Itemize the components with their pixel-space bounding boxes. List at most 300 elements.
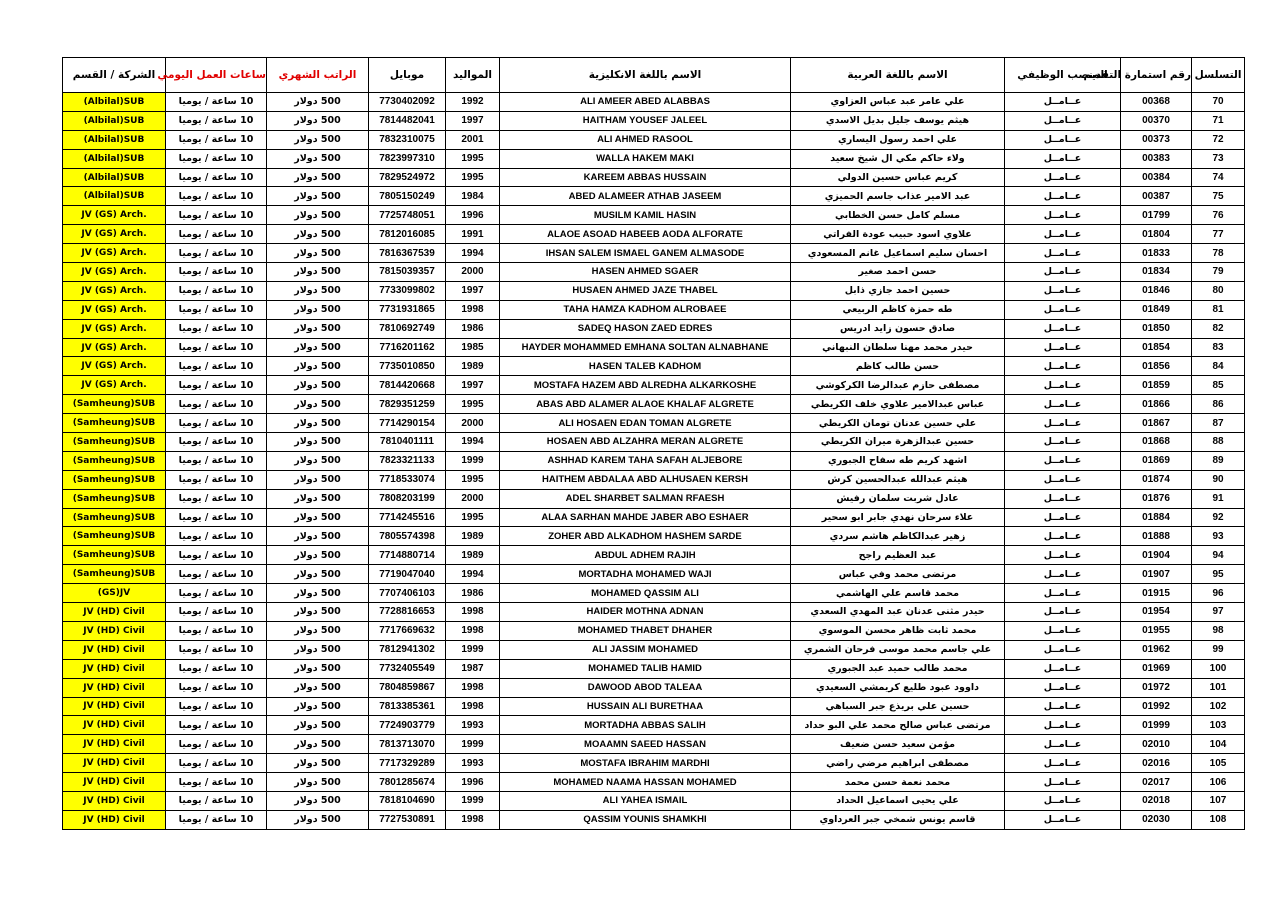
cell-mobile: 7804859867 — [369, 678, 446, 697]
cell-name-ar: مصطفى حازم عبدالرضا الكركوشي — [791, 376, 1005, 395]
cell-company: JV (HD) Civil — [63, 621, 166, 640]
cell-birth: 1996 — [446, 206, 500, 225]
cell-salary: 500 دولار — [267, 640, 369, 659]
cell-hours: 10 ساعة / يوميا — [166, 508, 267, 527]
cell-salary: 500 دولار — [267, 111, 369, 130]
cell-hours: 10 ساعة / يوميا — [166, 603, 267, 622]
cell-birth: 2001 — [446, 130, 500, 149]
cell-salary: 500 دولار — [267, 489, 369, 508]
cell-mobile: 7732405549 — [369, 659, 446, 678]
cell-name-ar: طه حمزة كاظم الربيعي — [791, 300, 1005, 319]
cell-birth: 1997 — [446, 111, 500, 130]
cell-position: عــامــل — [1005, 244, 1121, 263]
cell-mobile: 7719047040 — [369, 565, 446, 584]
cell-mobile: 7805150249 — [369, 187, 446, 206]
cell-hours: 10 ساعة / يوميا — [166, 168, 267, 187]
cell-salary: 500 دولار — [267, 319, 369, 338]
cell-birth: 1999 — [446, 451, 500, 470]
cell-mobile: 7813385361 — [369, 697, 446, 716]
cell-mobile: 7728816653 — [369, 603, 446, 622]
cell-serial: 93 — [1192, 527, 1245, 546]
cell-company: JV (GS) Arch. — [63, 263, 166, 282]
cell-position: عــامــل — [1005, 376, 1121, 395]
cell-name-ar: علي جاسم محمد موسى فرحان الشمري — [791, 640, 1005, 659]
cell-name-en: HOSAEN ABD ALZAHRA MERAN ALGRETE — [500, 433, 791, 452]
table-row — [63, 338, 1245, 357]
table-row — [63, 489, 1245, 508]
cell-serial: 108 — [1192, 810, 1245, 829]
cell-serial: 102 — [1192, 697, 1245, 716]
cell-form-no: 01907 — [1121, 565, 1192, 584]
cell-position: عــامــل — [1005, 735, 1121, 754]
cell-company: JV (HD) Civil — [63, 678, 166, 697]
table-row — [63, 395, 1245, 414]
cell-form-no: 01888 — [1121, 527, 1192, 546]
cell-mobile: 7814482041 — [369, 111, 446, 130]
cell-name-en: ALI AHMED RASOOL — [500, 130, 791, 149]
cell-hours: 10 ساعة / يوميا — [166, 225, 267, 244]
table-row — [63, 810, 1245, 829]
cell-company: JV (GS) Arch. — [63, 357, 166, 376]
cell-mobile: 7714880714 — [369, 546, 446, 565]
cell-company: JV (GS) Arch. — [63, 244, 166, 263]
cell-salary: 500 دولار — [267, 565, 369, 584]
cell-name-ar: زهير عبدالكاظم هاشم سردي — [791, 527, 1005, 546]
cell-name-en: KAREEM ABBAS HUSSAIN — [500, 168, 791, 187]
cell-hours: 10 ساعة / يوميا — [166, 773, 267, 792]
cell-hours: 10 ساعة / يوميا — [166, 735, 267, 754]
cell-serial: 87 — [1192, 414, 1245, 433]
cell-company: JV (HD) Civil — [63, 603, 166, 622]
cell-serial: 79 — [1192, 263, 1245, 282]
cell-serial: 101 — [1192, 678, 1245, 697]
cell-company: JV (HD) Civil — [63, 716, 166, 735]
cell-company: (Samheung)SUB — [63, 546, 166, 565]
table-row — [63, 206, 1245, 225]
cell-salary: 500 دولار — [267, 395, 369, 414]
cell-form-no: 01856 — [1121, 357, 1192, 376]
cell-form-no: 01867 — [1121, 414, 1192, 433]
cell-name-ar: داوود عبود طليع كريمشي السعيدي — [791, 678, 1005, 697]
cell-mobile: 7823321133 — [369, 451, 446, 470]
cell-name-en: MORTADHA ABBAS SALIH — [500, 716, 791, 735]
cell-name-ar: علي احمد رسول اليساري — [791, 130, 1005, 149]
cell-company: JV (GS) Arch. — [63, 300, 166, 319]
cell-salary: 500 دولار — [267, 206, 369, 225]
cell-form-no: 00370 — [1121, 111, 1192, 130]
cell-form-no: 01954 — [1121, 603, 1192, 622]
cell-mobile: 7717329289 — [369, 754, 446, 773]
cell-company: (Samheung)SUB — [63, 395, 166, 414]
table-row — [63, 754, 1245, 773]
cell-hours: 10 ساعة / يوميا — [166, 111, 267, 130]
cell-company: JV (GS) Arch. — [63, 225, 166, 244]
cell-form-no: 01904 — [1121, 546, 1192, 565]
cell-name-en: MOHAMED QASSIM ALI — [500, 584, 791, 603]
cell-form-no: 01884 — [1121, 508, 1192, 527]
cell-name-ar: محمد قاسم علي الهاشمي — [791, 584, 1005, 603]
cell-birth: 1997 — [446, 376, 500, 395]
cell-hours: 10 ساعة / يوميا — [166, 149, 267, 168]
cell-mobile: 7724903779 — [369, 716, 446, 735]
cell-salary: 500 دولار — [267, 470, 369, 489]
cell-salary: 500 دولار — [267, 678, 369, 697]
cell-form-no: 01874 — [1121, 470, 1192, 489]
cell-name-en: DAWOOD ABOD TALEAA — [500, 678, 791, 697]
cell-name-en: ALI YAHEA ISMAIL — [500, 791, 791, 810]
cell-hours: 10 ساعة / يوميا — [166, 357, 267, 376]
cell-birth: 1999 — [446, 735, 500, 754]
cell-name-ar: علاء سرحان نهدي جابر ابو سحير — [791, 508, 1005, 527]
cell-birth: 1985 — [446, 338, 500, 357]
cell-birth: 1995 — [446, 168, 500, 187]
cell-birth: 1986 — [446, 319, 500, 338]
cell-name-ar: علاوي اسود حبيب عودة الفراتي — [791, 225, 1005, 244]
cell-serial: 84 — [1192, 357, 1245, 376]
cell-name-ar: مصطفى ابراهيم مرضي راضي — [791, 754, 1005, 773]
cell-position: عــامــل — [1005, 187, 1121, 206]
cell-position: عــامــل — [1005, 451, 1121, 470]
cell-serial: 81 — [1192, 300, 1245, 319]
cell-name-ar: حسن احمد صغير — [791, 263, 1005, 282]
table-row — [63, 508, 1245, 527]
cell-salary: 500 دولار — [267, 508, 369, 527]
cell-name-en: IHSAN SALEM ISMAEL GANEM ALMASODE — [500, 244, 791, 263]
cell-name-en: HAIDER MOTHNA ADNAN — [500, 603, 791, 622]
cell-hours: 10 ساعة / يوميا — [166, 338, 267, 357]
cell-name-ar: حسين عبدالزهرة ميران الكريطي — [791, 433, 1005, 452]
cell-salary: 500 دولار — [267, 773, 369, 792]
cell-hours: 10 ساعة / يوميا — [166, 621, 267, 640]
cell-mobile: 7810401111 — [369, 433, 446, 452]
cell-position: عــامــل — [1005, 527, 1121, 546]
cell-company: JV (HD) Civil — [63, 754, 166, 773]
cell-name-ar: هيثم يوسف جليل بديل الاسدي — [791, 111, 1005, 130]
cell-birth: 1998 — [446, 678, 500, 697]
header-mobile: موبايل — [369, 58, 446, 93]
cell-hours: 10 ساعة / يوميا — [166, 93, 267, 112]
cell-company: (Albilal)SUB — [63, 149, 166, 168]
cell-serial: 99 — [1192, 640, 1245, 659]
applicants-table — [62, 57, 1245, 830]
cell-form-no: 02030 — [1121, 810, 1192, 829]
cell-name-ar: مسلم كامل حسن الخطابي — [791, 206, 1005, 225]
cell-mobile: 7733099802 — [369, 281, 446, 300]
cell-company: JV (GS) Arch. — [63, 206, 166, 225]
cell-form-no: 00373 — [1121, 130, 1192, 149]
cell-salary: 500 دولار — [267, 659, 369, 678]
cell-mobile: 7725748051 — [369, 206, 446, 225]
cell-mobile: 7718533074 — [369, 470, 446, 489]
cell-name-ar: محمد نعمة حسن محمد — [791, 773, 1005, 792]
cell-name-ar: هيثم عبدالله عبدالحسين كرش — [791, 470, 1005, 489]
header-name-ar: الاسم باللغة العربية — [791, 58, 1005, 93]
header-row — [63, 58, 1245, 93]
cell-birth: 1997 — [446, 281, 500, 300]
cell-name-ar: كريم عباس حسين الدولي — [791, 168, 1005, 187]
cell-salary: 500 دولار — [267, 263, 369, 282]
cell-salary: 500 دولار — [267, 546, 369, 565]
cell-company: (Samheung)SUB — [63, 470, 166, 489]
cell-name-en: HAITHEM ABDALAA ABD ALHUSAEN KERSH — [500, 470, 791, 489]
cell-mobile: 7814420668 — [369, 376, 446, 395]
cell-name-ar: حسين علي بريذع جبر السباهي — [791, 697, 1005, 716]
cell-serial: 80 — [1192, 281, 1245, 300]
cell-name-en: HASEN AHMED SGAER — [500, 263, 791, 282]
cell-name-en: ALAA SARHAN MAHDE JABER ABO ESHAER — [500, 508, 791, 527]
cell-company: (Albilal)SUB — [63, 187, 166, 206]
cell-salary: 500 دولار — [267, 93, 369, 112]
cell-serial: 105 — [1192, 754, 1245, 773]
cell-birth: 1987 — [446, 659, 500, 678]
table-row — [63, 187, 1245, 206]
cell-mobile: 7714290154 — [369, 414, 446, 433]
cell-hours: 10 ساعة / يوميا — [166, 489, 267, 508]
cell-form-no: 02016 — [1121, 754, 1192, 773]
cell-birth: 1995 — [446, 149, 500, 168]
cell-salary: 500 دولار — [267, 810, 369, 829]
cell-form-no: 01999 — [1121, 716, 1192, 735]
table-row — [63, 640, 1245, 659]
cell-mobile: 7829524972 — [369, 168, 446, 187]
cell-birth: 1994 — [446, 244, 500, 263]
cell-serial: 73 — [1192, 149, 1245, 168]
cell-birth: 1994 — [446, 433, 500, 452]
cell-hours: 10 ساعة / يوميا — [166, 206, 267, 225]
cell-company: (Albilal)SUB — [63, 130, 166, 149]
cell-salary: 500 دولار — [267, 300, 369, 319]
cell-birth: 1995 — [446, 508, 500, 527]
cell-name-en: ADEL SHARBET SALMAN RFAESH — [500, 489, 791, 508]
cell-form-no: 01833 — [1121, 244, 1192, 263]
cell-mobile: 7805574398 — [369, 527, 446, 546]
cell-serial: 77 — [1192, 225, 1245, 244]
cell-company: (Samheung)SUB — [63, 508, 166, 527]
cell-mobile: 7716201162 — [369, 338, 446, 357]
cell-name-en: QASSIM YOUNIS SHAMKHI — [500, 810, 791, 829]
cell-position: عــامــل — [1005, 263, 1121, 282]
cell-serial: 92 — [1192, 508, 1245, 527]
table-row — [63, 111, 1245, 130]
cell-form-no: 01972 — [1121, 678, 1192, 697]
cell-serial: 91 — [1192, 489, 1245, 508]
cell-birth: 2000 — [446, 489, 500, 508]
cell-mobile: 7707406103 — [369, 584, 446, 603]
cell-form-no: 01955 — [1121, 621, 1192, 640]
cell-serial: 70 — [1192, 93, 1245, 112]
cell-serial: 89 — [1192, 451, 1245, 470]
cell-mobile: 7717669632 — [369, 621, 446, 640]
cell-name-en: MOHAMED NAAMA HASSAN MOHAMED — [500, 773, 791, 792]
cell-birth: 2000 — [446, 263, 500, 282]
cell-salary: 500 دولار — [267, 735, 369, 754]
cell-name-ar: علي حسين عدنان تومان الكريطي — [791, 414, 1005, 433]
header-form-no: رقم استمارة التقديم — [1121, 58, 1192, 93]
cell-company: JV (HD) Civil — [63, 773, 166, 792]
cell-position: عــامــل — [1005, 395, 1121, 414]
cell-salary: 500 دولار — [267, 168, 369, 187]
table-row — [63, 414, 1245, 433]
header-salary: الراتب الشهري — [267, 58, 369, 93]
cell-name-ar: صادق حسون زايد ادريس — [791, 319, 1005, 338]
cell-hours: 10 ساعة / يوميا — [166, 810, 267, 829]
header-hours: ساعات العمل اليومي — [166, 58, 267, 93]
cell-hours: 10 ساعة / يوميا — [166, 187, 267, 206]
cell-hours: 10 ساعة / يوميا — [166, 584, 267, 603]
cell-name-en: MOAAMN SAEED HASSAN — [500, 735, 791, 754]
cell-company: JV (HD) Civil — [63, 640, 166, 659]
cell-position: عــامــل — [1005, 111, 1121, 130]
cell-form-no: 01854 — [1121, 338, 1192, 357]
cell-salary: 500 دولار — [267, 433, 369, 452]
cell-salary: 500 دولار — [267, 603, 369, 622]
cell-hours: 10 ساعة / يوميا — [166, 376, 267, 395]
cell-name-ar: مرتضى عباس صالح محمد علي البو حداد — [791, 716, 1005, 735]
cell-mobile: 7808203199 — [369, 489, 446, 508]
cell-form-no: 01866 — [1121, 395, 1192, 414]
cell-form-no: 02017 — [1121, 773, 1192, 792]
cell-form-no: 00384 — [1121, 168, 1192, 187]
table-row — [63, 527, 1245, 546]
cell-name-ar: مؤمن سعيد حسن ضعيف — [791, 735, 1005, 754]
cell-serial: 71 — [1192, 111, 1245, 130]
cell-company: JV (HD) Civil — [63, 659, 166, 678]
table-row — [63, 451, 1245, 470]
cell-name-ar: محمد طالب حميد عبد الجبوري — [791, 659, 1005, 678]
cell-form-no: 01799 — [1121, 206, 1192, 225]
cell-position: عــامــل — [1005, 565, 1121, 584]
cell-hours: 10 ساعة / يوميا — [166, 565, 267, 584]
cell-hours: 10 ساعة / يوميا — [166, 130, 267, 149]
cell-mobile: 7813713070 — [369, 735, 446, 754]
cell-position: عــامــل — [1005, 489, 1121, 508]
cell-form-no: 02018 — [1121, 791, 1192, 810]
cell-salary: 500 دولار — [267, 754, 369, 773]
cell-form-no: 01992 — [1121, 697, 1192, 716]
cell-mobile: 7832310075 — [369, 130, 446, 149]
cell-serial: 74 — [1192, 168, 1245, 187]
cell-company: JV (GS) Arch. — [63, 319, 166, 338]
cell-company: JV (HD) Civil — [63, 735, 166, 754]
cell-name-en: WALLA HAKEM MAKI — [500, 149, 791, 168]
cell-salary: 500 دولار — [267, 584, 369, 603]
table-row — [63, 225, 1245, 244]
cell-serial: 95 — [1192, 565, 1245, 584]
cell-birth: 1994 — [446, 565, 500, 584]
cell-name-ar: اشهد كريم طه سفاح الجبوري — [791, 451, 1005, 470]
cell-hours: 10 ساعة / يوميا — [166, 244, 267, 263]
table-row — [63, 659, 1245, 678]
cell-mobile: 7812016085 — [369, 225, 446, 244]
cell-form-no: 01915 — [1121, 584, 1192, 603]
cell-company: (Albilal)SUB — [63, 111, 166, 130]
cell-name-ar: مرتضى محمد وفي عباس — [791, 565, 1005, 584]
cell-hours: 10 ساعة / يوميا — [166, 791, 267, 810]
header-serial: التسلسل — [1192, 58, 1245, 93]
cell-mobile: 7823997310 — [369, 149, 446, 168]
cell-name-en: ABED ALAMEER ATHAB JASEEM — [500, 187, 791, 206]
cell-mobile: 7829351259 — [369, 395, 446, 414]
cell-serial: 100 — [1192, 659, 1245, 678]
cell-serial: 76 — [1192, 206, 1245, 225]
cell-serial: 75 — [1192, 187, 1245, 206]
table-body — [63, 93, 1245, 830]
cell-serial: 98 — [1192, 621, 1245, 640]
table-row — [63, 263, 1245, 282]
cell-position: عــامــل — [1005, 773, 1121, 792]
cell-birth: 1995 — [446, 470, 500, 489]
header-name-en: الاسم باللغة الانكليزية — [500, 58, 791, 93]
cell-form-no: 01849 — [1121, 300, 1192, 319]
cell-serial: 106 — [1192, 773, 1245, 792]
cell-position: عــامــل — [1005, 470, 1121, 489]
cell-position: عــامــل — [1005, 659, 1121, 678]
cell-position: عــامــل — [1005, 791, 1121, 810]
cell-birth: 1998 — [446, 810, 500, 829]
table-row — [63, 244, 1245, 263]
cell-hours: 10 ساعة / يوميا — [166, 640, 267, 659]
cell-name-en: HUSAEN AHMED JAZE THABEL — [500, 281, 791, 300]
cell-hours: 10 ساعة / يوميا — [166, 678, 267, 697]
cell-company: (Albilal)SUB — [63, 93, 166, 112]
cell-salary: 500 دولار — [267, 527, 369, 546]
cell-position: عــامــل — [1005, 168, 1121, 187]
cell-name-en: HUSSAIN ALI BURETHAA — [500, 697, 791, 716]
cell-salary: 500 دولار — [267, 338, 369, 357]
cell-position: عــامــل — [1005, 225, 1121, 244]
cell-position: عــامــل — [1005, 697, 1121, 716]
cell-name-en: ASHHAD KAREM TAHA SAFAH ALJEBORE — [500, 451, 791, 470]
cell-name-en: HASEN TALEB KADHOM — [500, 357, 791, 376]
cell-company: (Samheung)SUB — [63, 565, 166, 584]
cell-company: JV (GS) Arch. — [63, 376, 166, 395]
cell-mobile: 7731931865 — [369, 300, 446, 319]
table-row — [63, 716, 1245, 735]
cell-position: عــامــل — [1005, 621, 1121, 640]
table-row — [63, 93, 1245, 112]
table-row — [63, 433, 1245, 452]
cell-position: عــامــل — [1005, 754, 1121, 773]
cell-form-no: 01859 — [1121, 376, 1192, 395]
cell-name-ar: عباس عبدالامير علاوي خلف الكريطي — [791, 395, 1005, 414]
cell-position: عــامــل — [1005, 130, 1121, 149]
cell-position: عــامــل — [1005, 640, 1121, 659]
table-row — [63, 697, 1245, 716]
cell-birth: 1999 — [446, 791, 500, 810]
cell-hours: 10 ساعة / يوميا — [166, 754, 267, 773]
cell-position: عــامــل — [1005, 300, 1121, 319]
table-row — [63, 376, 1245, 395]
cell-name-en: MUSILM KAMIL HASIN — [500, 206, 791, 225]
cell-company: (Albilal)SUB — [63, 168, 166, 187]
cell-hours: 10 ساعة / يوميا — [166, 470, 267, 489]
table-row — [63, 735, 1245, 754]
cell-hours: 10 ساعة / يوميا — [166, 527, 267, 546]
cell-form-no: 01846 — [1121, 281, 1192, 300]
cell-name-en: MOSTAFA IBRAHIM MARDHI — [500, 754, 791, 773]
table-row — [63, 678, 1245, 697]
cell-birth: 1999 — [446, 640, 500, 659]
cell-salary: 500 دولار — [267, 357, 369, 376]
cell-form-no: 02010 — [1121, 735, 1192, 754]
cell-name-ar: علي يحيى اسماعيل الحداد — [791, 791, 1005, 810]
cell-mobile: 7730402092 — [369, 93, 446, 112]
cell-form-no: 01869 — [1121, 451, 1192, 470]
cell-position: عــامــل — [1005, 93, 1121, 112]
cell-salary: 500 دولار — [267, 187, 369, 206]
cell-form-no: 01834 — [1121, 263, 1192, 282]
cell-birth: 1989 — [446, 357, 500, 376]
